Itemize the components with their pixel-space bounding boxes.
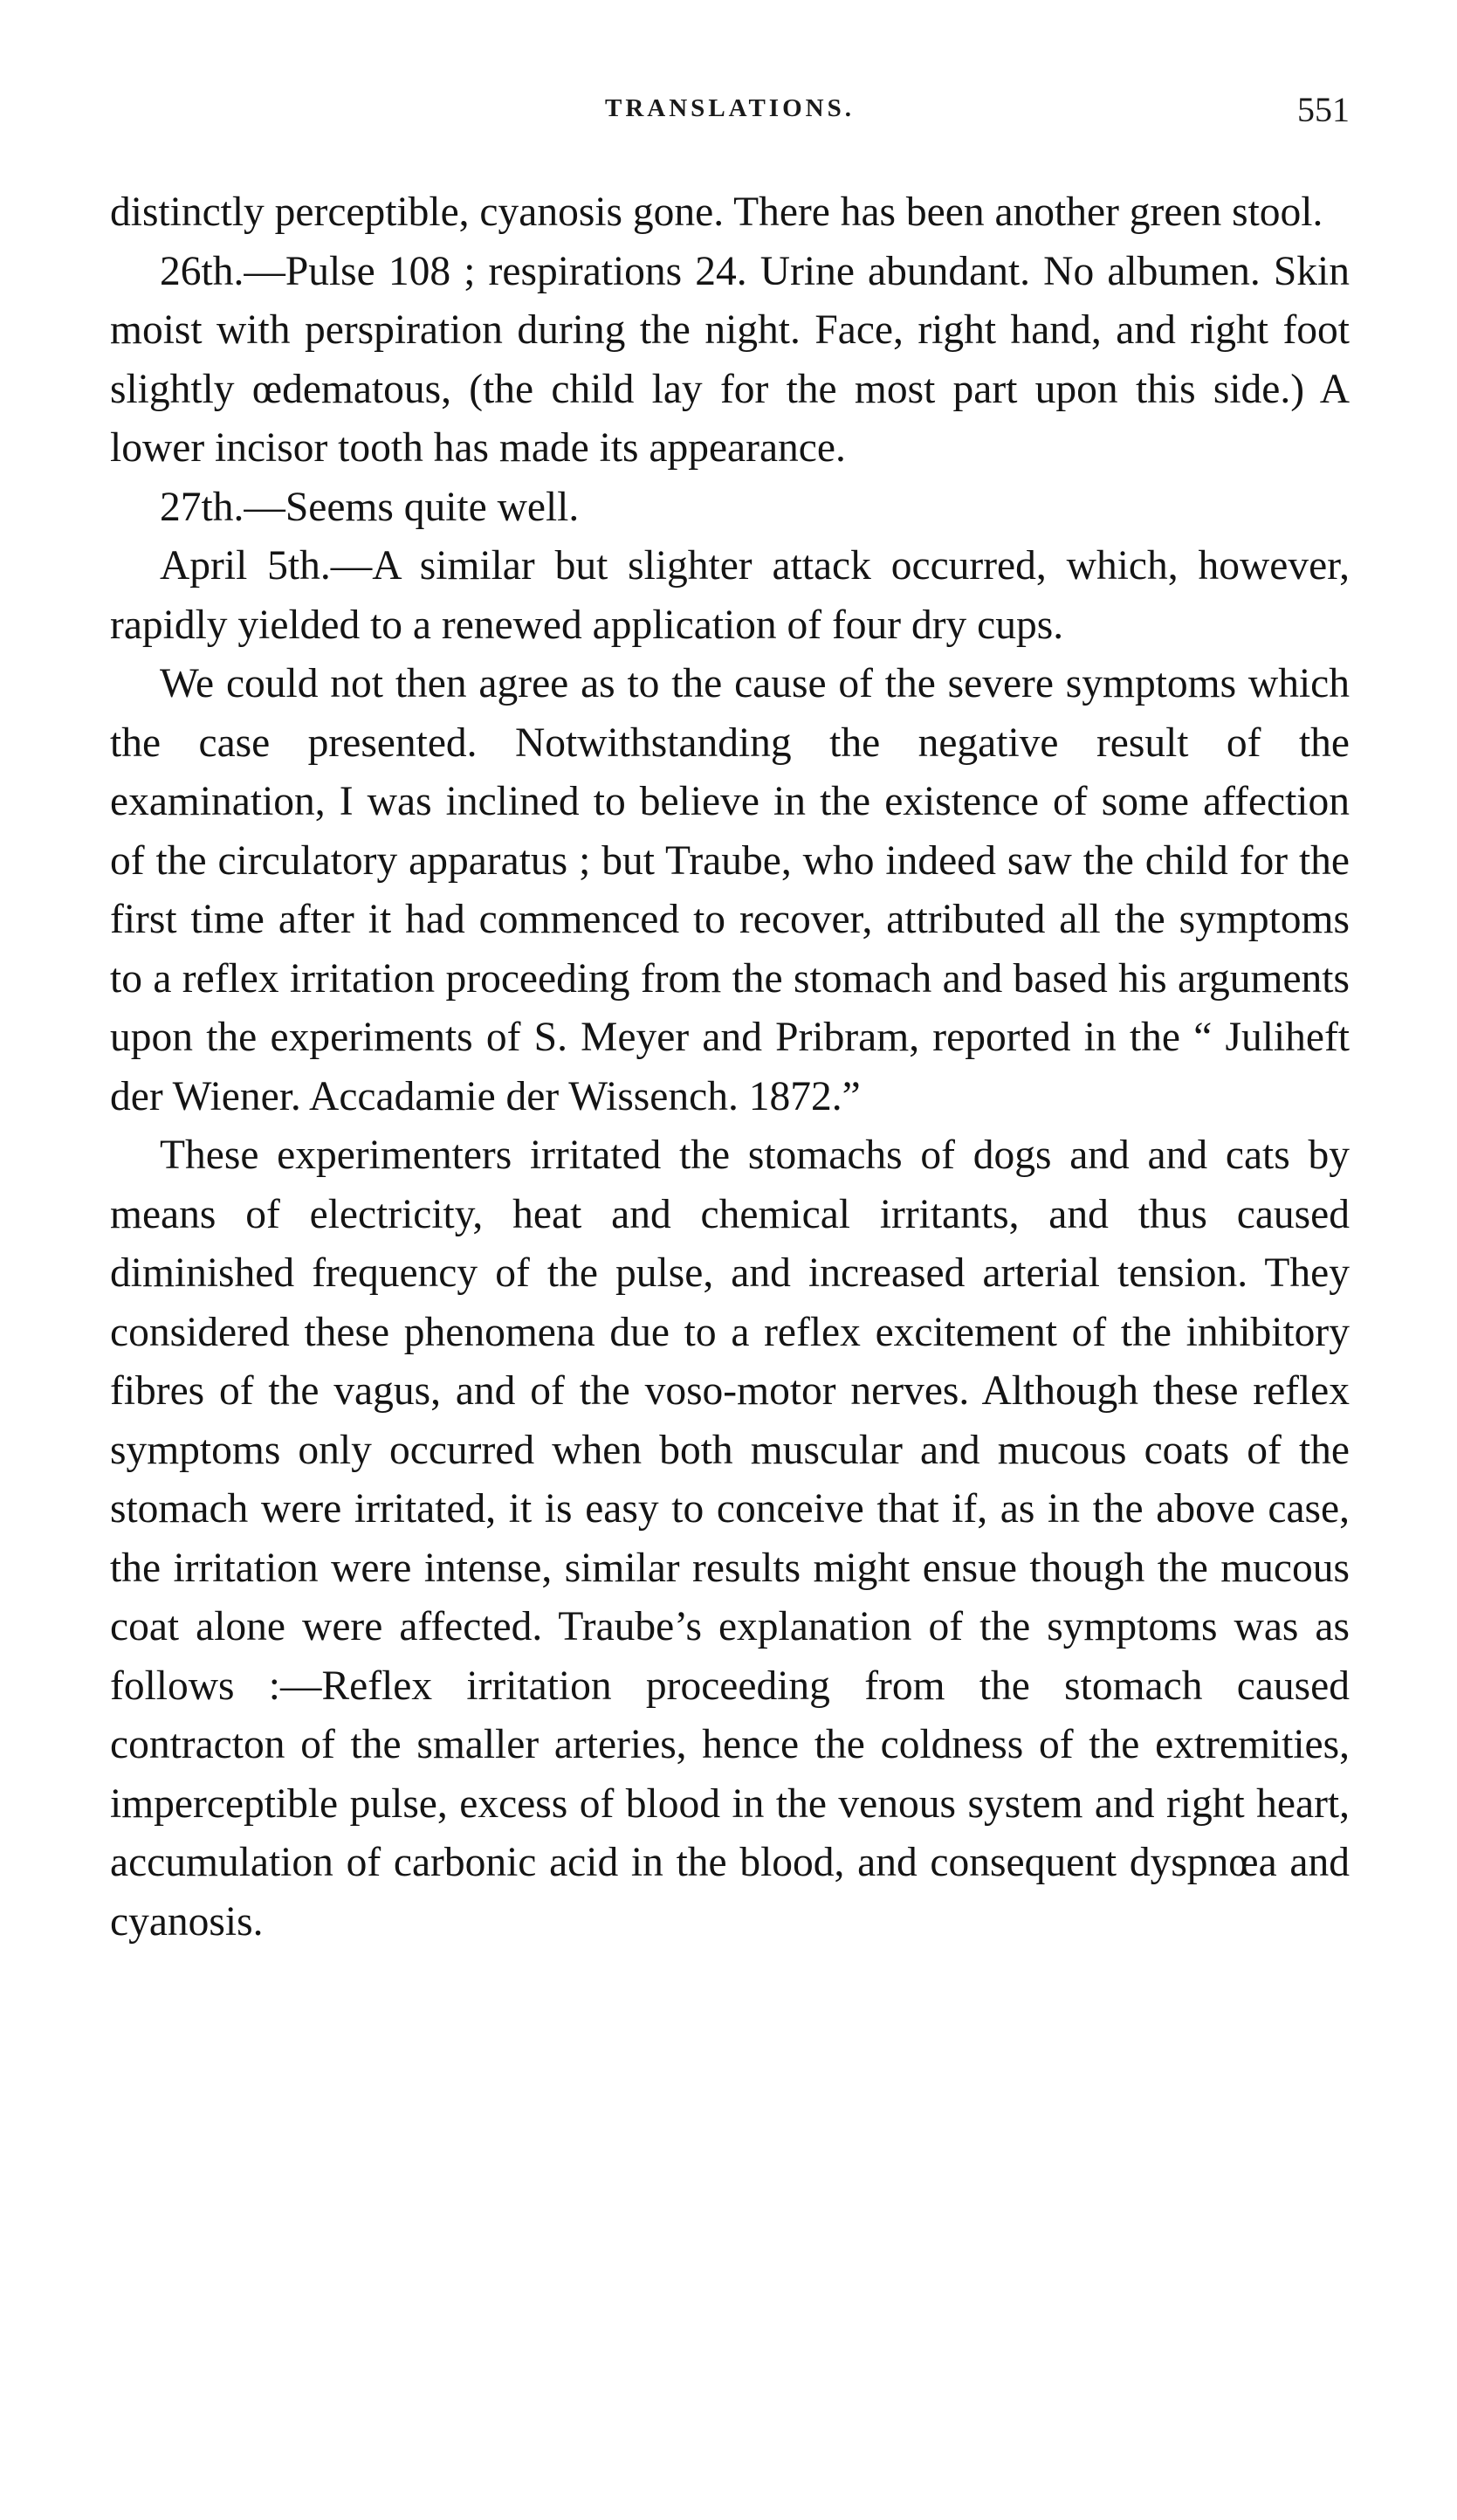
paragraph-26th-entry: 26th.—Pulse 108 ; respirations 24. Urine abundant. No albumen. Skin moist with perspiration during the night. Face, right hand, and right foot slightly œdematous, (the child lay for the most part upon this side.) A lower incisor tooth has made its appearance.: [110, 248, 1350, 471]
body-text: [110, 183, 1350, 1952]
paragraph-continued: distinctly perceptible, cyanosis gone. There has been another green stool.: [110, 189, 1323, 235]
paragraph-experiments: These experimenters irritated the stomachs of dogs and and cats by means of electricity, heat and chemical irritants, and thus caused diminished frequency of the pulse, and increased arterial tension. They considered these phenomena due to a reflex excitement of the inhibitory fibres of the vagus, and of the voso-motor nerves. Although these reflex symptoms only occurred when both muscular and mucous coats of the stomach were irritated, it is easy to conceive that if, as in the above case, the irritation were intense, similar results might ensue though the mucous coat alone were affected. Traube’s explanation of the symptoms was as follows :—Reflex irritation proceeding from the stomach caused contracton of the smaller arteries, hence the coldness of the extremities, imperceptible pulse, excess of blood in the venous system and right heart, accumulation of carbonic acid in the blood, and consequent dyspnœa and cyanosis.: [110, 1133, 1350, 1945]
running-title: TRANSLATIONS.: [605, 94, 855, 122]
running-head: [110, 90, 1350, 138]
paragraph-april-5th-entry: April 5th.—A similar but slighter attack occurred, which, however, rapidly yielded to a renewed application of four dry cups.: [110, 543, 1350, 648]
page-number: 551: [1297, 90, 1350, 129]
paragraph-27th-entry: 27th.—Seems quite well.: [160, 484, 580, 530]
paragraph-cause-discussion: We could not then agree as to the cause of the severe symptoms which the case presented. Notwithstanding the negative result of the examination, I was inclined to believe in the existence of some affection of the circulatory apparatus ; but Traube, who indeed saw the child for the first time after it had commenced to recover, attributed all the symptoms to a reflex irritation proceeding from the stomach and based his arguments upon the experiments of S. Meyer and Pribram, reported in the “ Juliheft der Wiener. Accadamie der Wissench. 1872.”: [110, 661, 1350, 1119]
